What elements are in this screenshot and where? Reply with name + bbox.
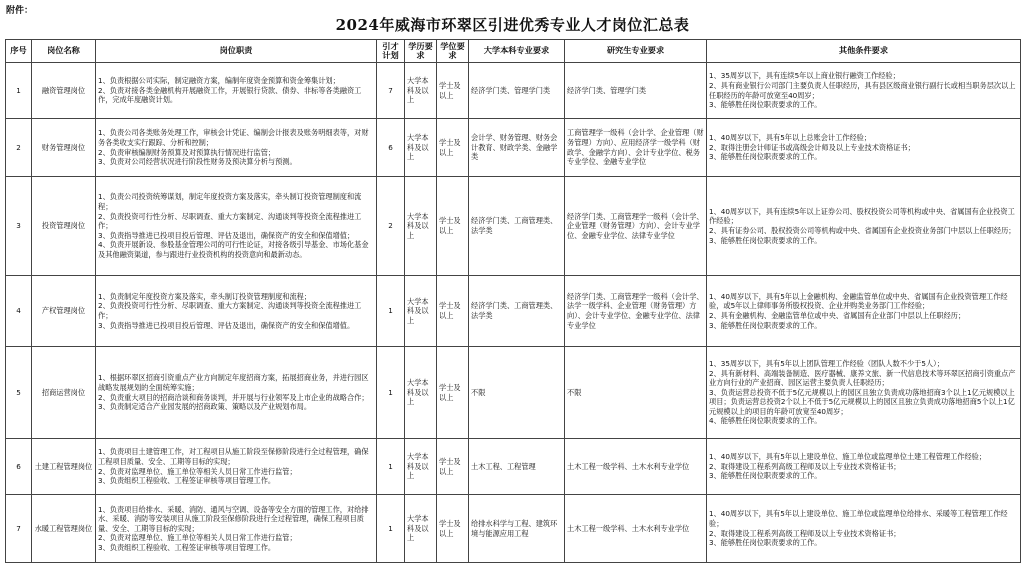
- duty-line: 2、负责对监理单位、施工单位等相关人员日常工作进行监管；: [98, 533, 297, 543]
- other-line: 3、能够胜任岗位职责要求的工作。: [709, 471, 822, 481]
- duty-line: 1、负责公司投资统筹谋划，制定年度投资方案及落实，牵头制订投资管理制度和流程；: [98, 192, 362, 212]
- row-seq: 5: [6, 347, 32, 439]
- duty-line: 1、负责公司各类账务处理工作，审核会计凭证、编制会计报表及账务明细表等，对财务各类收支实行跟踪、分析和控制；: [98, 128, 369, 147]
- table-row: [6, 495, 1021, 563]
- row-seq: 6: [6, 439, 32, 495]
- row-edu: 大学本科及以上: [405, 495, 437, 563]
- row-count: 6: [377, 119, 405, 177]
- row-count: 2: [377, 177, 405, 276]
- duty-line: 2、负责投资可行性分析、尽职调查、重大方案制定、沟通谈判等投资全流程推进工作；: [98, 301, 362, 320]
- row-ug: 会计学、财务管理、财务会计教育、财政学类、金融学类: [469, 119, 565, 177]
- duty-line: 4、负责开展新设、参股基金管理公司的可行性论证，对接各级引导基金、市场化基金及其他融资渠道，参与跟进行业投资机构的投资意向和最新动态。: [98, 240, 369, 259]
- row-count: 1: [377, 495, 405, 563]
- header-edu: 学历要求: [405, 40, 437, 63]
- row-ug: 经济学门类、管理学门类: [469, 63, 565, 119]
- table-row: [6, 276, 1021, 347]
- header-seq: 序号: [6, 40, 32, 63]
- row-seq: 1: [6, 63, 32, 119]
- header-name: 岗位名称: [32, 40, 96, 63]
- other-line: 2、具有证券公司、股权投资公司等机构或中央、省属国有企业投资业务部门中层以上任职经历；: [709, 226, 1016, 235]
- row-edu: 大学本科及以上: [405, 119, 437, 177]
- attachment-label: 附件：: [6, 6, 34, 16]
- other-line: 1、40周岁以下，具有连续5年以上证券公司、股权投资公司等机构或中央、省属国有企业投资工作经验；: [709, 206, 1015, 226]
- row-pg: 土木工程一级学科、土木水利专业学位: [565, 495, 707, 563]
- row-other: [707, 177, 1021, 276]
- row-degree: 学士及以上: [437, 119, 469, 177]
- row-ug: 不限: [469, 347, 565, 439]
- duty-line: 3、负责制定适合产业园发展的招商政策、策略以及产业规划布局。: [98, 402, 312, 412]
- duty-line: 2、负责对接各类金融机构开展融资工作，开展银行贷款、债券、非标等各类融资工作，完成年度融资计划。: [98, 85, 362, 105]
- duty-line: 1、负责制定年度投资方案及落实，牵头制订投资管理制度和流程；: [98, 291, 312, 301]
- row-pg: 经济学门类、工商管理学一级科（会计学、企业管理（财务管理）方向）、会计专业学位、金融专业学位、法律专业学位: [565, 177, 707, 276]
- table-row: [6, 347, 1021, 439]
- row-seq: 3: [6, 177, 32, 276]
- duty-line: 1、负责根据公司实际，制定融资方案，编制年度资金预算和资金筹集计划；: [98, 76, 340, 86]
- row-seq: 7: [6, 495, 32, 563]
- header-count: 引才计划: [377, 40, 405, 63]
- row-name: 融资管理岗位: [32, 63, 96, 119]
- other-line: 2、取得注册会计师证书或高级会计师及以上专业技术资格证书；: [709, 142, 915, 152]
- duty-line: 3、负责指导推进已投项目投后管理、评估及退出，确保资产的安全和保值增值；: [98, 230, 355, 240]
- other-line: 1、40周岁以下，具有5年以上建设单位、施工单位或监理单位给排水、采暖等工程管理工作经验；: [709, 509, 1008, 528]
- row-count: 1: [377, 439, 405, 495]
- row-other: [707, 347, 1021, 439]
- header-pg: 研究生专业要求: [565, 40, 707, 63]
- row-edu: 大学本科及以上: [405, 347, 437, 439]
- duty-line: 3、负责指导推进已投项目投后管理、评估及退出，确保资产的安全和保值增值。: [98, 320, 355, 330]
- header-row: [6, 40, 1021, 63]
- duty-line: 2、负责重大项目的招商洽谈和商务谈判，并开展与行业领军及上市企业的战略合作；: [98, 392, 369, 402]
- duty-line: 3、负责组织工程验收、工程签证审核等项目管理工作。: [98, 476, 276, 486]
- other-line: 1、40周岁以下，具有5年以上建设单位、施工单位或监理单位土建工程管理工作经验；: [709, 452, 987, 462]
- duty-line: 2、负责审核编制财务预算及对预算执行情况进行监管；: [98, 147, 276, 157]
- row-name: 财务管理岗位: [32, 119, 96, 177]
- row-duty: [96, 347, 377, 439]
- row-seq: 4: [6, 276, 32, 347]
- row-ug: 给排水科学与工程、建筑环境与能源应用工程: [469, 495, 565, 563]
- other-line: 1、35周岁以下，具有连续5年以上商业银行融资工作经验；: [709, 71, 900, 81]
- row-pg: 工商管理学一级科（会计学、企业管理（财务管理）方向）、应用经济学一级学科（财政学、金融学方向）、会计专业学位、税务专业学位、金融专业学位: [565, 119, 707, 177]
- row-degree: 学士及以上: [437, 495, 469, 563]
- row-other: [707, 276, 1021, 347]
- row-name: 投资管理岗位: [32, 177, 96, 276]
- row-degree: 学士及以上: [437, 439, 469, 495]
- other-line: 1、40周岁以下，具有5年以上金融机构、金融监管单位或中央、省属国有企业投资管理工作经验，或5年以上律师事务所股权投资、企业并购类业务部门工作经验；: [709, 291, 1008, 311]
- table-row: [6, 119, 1021, 177]
- row-seq: 2: [6, 119, 32, 177]
- other-line: 2、取得建设工程系列高级工程师及以上专业技术资格证书；: [709, 461, 901, 471]
- page-title: 2024年威海市环翠区引进优秀专业人才岗位汇总表: [335, 16, 690, 34]
- other-line: 2、具有金融机构、金融监管单位或中央、省属国有企业部门中层以上任职经历；: [709, 311, 966, 320]
- other-line: 3、负责运营总投资不低于5亿元规模以上的园区且独立负责成功落地招商3个以上1亿元规模以上项目；负责运营总投资2个以上不低于5亿元规模以上的园区且独立负责成功落地招商5个以上1亿元规模以上的项目的年龄可放宽至40周岁；: [709, 387, 1015, 416]
- duty-line: 1、负责项目给排水、采暖、消防、通风与空调、设备等安全方面的管理工作，对给排水、采暖、消防等安装项目从施工阶段至保修阶段进行全过程管理，确保工程项目质量、安全、工期等目标的实现；: [98, 504, 369, 533]
- other-line: 1、40周岁以下，具有5年以上总账会计工作经验；: [709, 133, 872, 143]
- duty-line: 1、根据环翠区招商引资重点产业方向制定年度招商方案，拓展招商业务，并进行园区战略发展规划的全面统筹实施；: [98, 373, 369, 392]
- row-edu: 大学本科及以上: [405, 177, 437, 276]
- other-line: 3、能够胜任岗位职责要求的工作。: [709, 100, 822, 110]
- row-duty: [96, 276, 377, 347]
- row-edu: 大学本科及以上: [405, 63, 437, 119]
- row-degree: 学士及以上: [437, 63, 469, 119]
- other-line: 3、能够胜任岗位职责要求的工作。: [709, 320, 822, 330]
- duty-line: 2、负责对监理单位、施工单位等相关人员日常工作进行监管；: [98, 466, 297, 476]
- row-pg: 土木工程一级学科、土木水利专业学位: [565, 439, 707, 495]
- other-line: 4、能够胜任岗位职责要求的工作。: [709, 416, 822, 426]
- row-other: [707, 495, 1021, 563]
- duty-line: 3、负责对公司经营状况进行阶段性财务及预决算分析与预测。: [98, 157, 297, 167]
- row-pg: 不限: [565, 347, 707, 439]
- header-duty: 岗位职责: [96, 40, 377, 63]
- header-ug: 大学本科专业要求: [469, 40, 565, 63]
- row-name: 产权管理岗位: [32, 276, 96, 347]
- other-line: 2、具有新材料、高端装备制造、医疗器械、康养文旅、新一代信息技术等环翠区招商引资重点产业方向行业的产业招商、园区运营主要负责人任职经历；: [709, 368, 1016, 388]
- row-other: [707, 119, 1021, 177]
- row-duty: [96, 119, 377, 177]
- other-line: 1、35周岁以下，具有5年以上团队管理工作经验（团队人数不少于5人）；: [709, 358, 944, 368]
- row-edu: 大学本科及以上: [405, 276, 437, 347]
- row-duty: [96, 63, 377, 119]
- table-row: [6, 177, 1021, 276]
- table-row: [6, 63, 1021, 119]
- row-name: 水暖工程管理岗位: [32, 495, 96, 563]
- row-duty: [96, 177, 377, 276]
- duty-line: 3、负责组织工程验收、工程签证审核等项目管理工作。: [98, 542, 276, 552]
- row-edu: 大学本科及以上: [405, 439, 437, 495]
- row-count: 7: [377, 63, 405, 119]
- other-line: 2、取得建设工程系列高级工程师及以上专业技术资格证书；: [709, 528, 901, 538]
- row-count: 1: [377, 276, 405, 347]
- row-ug: 经济学门类、工商管理类、法学类: [469, 276, 565, 347]
- row-ug: 经济学门类、工商管理类、法学类: [469, 177, 565, 276]
- other-line: 3、能够胜任岗位职责要求的工作。: [709, 152, 822, 162]
- table-row: [6, 439, 1021, 495]
- row-degree: 学士及以上: [437, 177, 469, 276]
- header-degree: 学位要求: [437, 40, 469, 63]
- row-pg: 经济学门类、管理学门类: [565, 63, 707, 119]
- row-pg: 经济学门类、工商管理学一级科（会计学、法学一级学科、企业管理（财务管理）方向）、会计专业学位、金融专业学位、法律专业学位: [565, 276, 707, 347]
- row-degree: 学士及以上: [437, 347, 469, 439]
- duty-line: 2、负责投资可行性分析、尽职调查、重大方案制定、沟通谈判等投资全流程推进工作；: [98, 211, 362, 231]
- row-ug: 土木工程、工程管理: [469, 439, 565, 495]
- row-other: [707, 63, 1021, 119]
- row-count: 1: [377, 347, 405, 439]
- other-line: 3、能够胜任岗位职责要求的工作。: [709, 538, 822, 548]
- other-line: 3、能够胜任岗位职责要求的工作。: [709, 235, 822, 245]
- row-name: 土建工程管理岗位: [32, 439, 96, 495]
- row-name: 招商运营岗位: [32, 347, 96, 439]
- positions-table: [5, 39, 1021, 563]
- row-duty: [96, 495, 377, 563]
- header-other: 其他条件要求: [707, 40, 1021, 63]
- row-other: [707, 439, 1021, 495]
- row-degree: 学士及以上: [437, 276, 469, 347]
- other-line: 2、具有商业银行公司部门主要负责人任职经历，具有县区级商业银行副行长或相当职务层次以上任职经历的年龄可放宽至40周岁；: [709, 80, 1016, 100]
- row-duty: [96, 439, 377, 495]
- duty-line: 1、负责项目土建管理工作，对工程项目从施工阶段至保修阶段进行全过程管理，确保工程项目质量、安全、工期等目标的实现；: [98, 447, 369, 466]
